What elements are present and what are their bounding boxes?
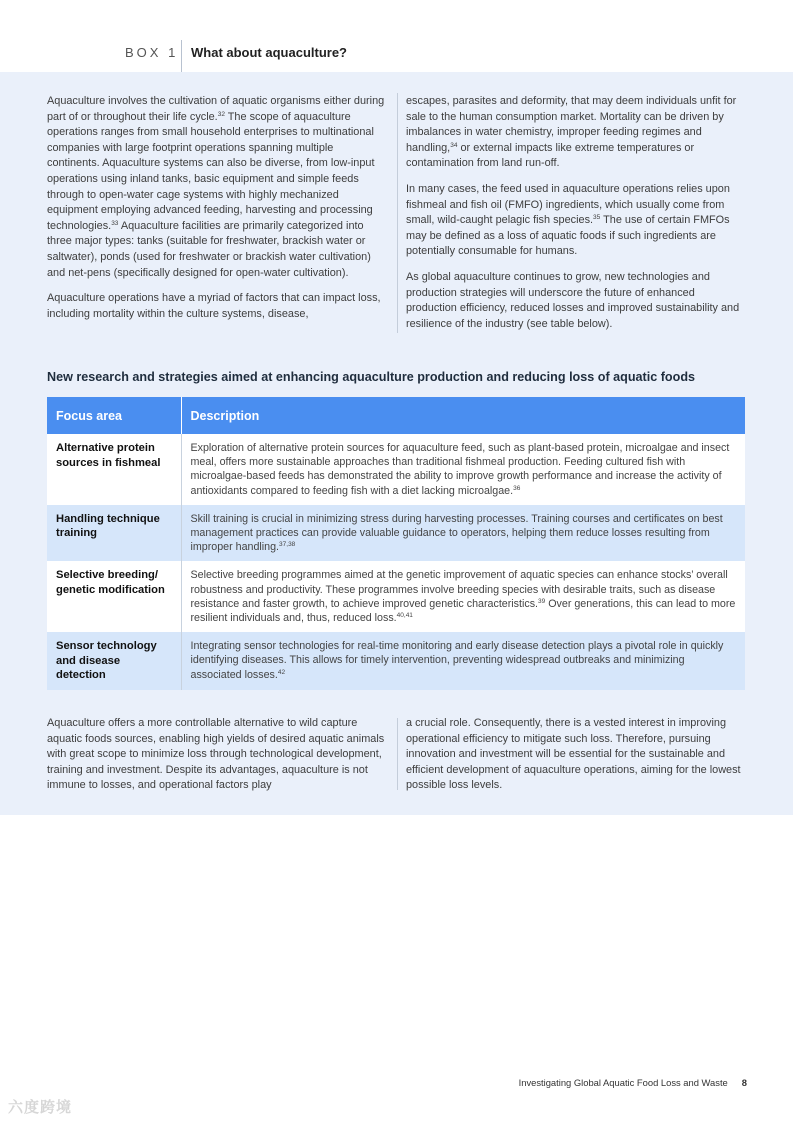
focus-area-table (47, 397, 745, 690)
focus-area-cell: Selective breeding/ genetic modification (47, 561, 181, 632)
conclusion-paragraph: a crucial role. Consequently, there is a vested interest in improving operational efficiency to mitigate such loss. Therefore, pursuing innovation and investment will be essential for the sustainable and efficient development of aquaculture operations, aiming for the lowest possible loss levels. (406, 717, 741, 792)
conclusion-left-column (47, 716, 387, 804)
table-row (47, 632, 745, 690)
table-row (47, 505, 745, 562)
table-header-row (47, 397, 745, 434)
table-row (47, 434, 745, 505)
description-cell: Integrating sensor technologies for real-time monitoring and early disease detection plays a pivotal role in quickly identifying diseases. This allows for timely intervention, preventing widespread outbreaks and minimizing associated losses.$^{42}$ (181, 632, 745, 690)
column-divider (397, 93, 398, 333)
description-cell: Exploration of alternative protein sources for aquaculture feed, such as plant-based protein, microalgae and insect meal, offers more sustainable approaches than traditional fishmeal production. Feeding cultured fish with microalgae-based feeds has demonstrated the ability to improve growth performance and increase the activity of antioxidants compared to feeding fish with a diet lacking microalgae.$^{36}$ (181, 434, 745, 505)
conclusion-paragraph: Aquaculture offers a more controllable alternative to wild capture aquatic foods sources, enabling high yields of desired aquatic animals with great scope to minimize loss through technological development, training and investment. Despite its advantages, aquaculture is not immune to losses, and operational factors play (47, 717, 385, 792)
box-title: What about aquaculture? (191, 45, 347, 60)
intro-paragraph: In many cases, the feed used in aquaculture operations relies upon fishmeal and fish oil (FMFO) ingredients, which usually come from small, wild-caught pelagic fish species.$^{35}$ The use of certain FMFOs may be defined as a loss of aquatic foods if such ingredients are potentially consumable for humans. (406, 182, 730, 258)
intro-paragraph: Aquaculture involves the cultivation of aquatic organisms either during part of or throughout their life cycle.$^{32}$ The scope of aquaculture operations ranges from small household enterprises to multinational companies with large footprint operations spanning multiple continents. Aquaculture systems can also be diverse, from low-input operations using inland tanks, basic equipment and simple feeds through to open-water cage systems with highly mechanized equipment employing advanced feeding, harvesting and processing technologies.$^{33}$ Aquaculture facilities are primarily categorized into three major types: tanks (suitable for freshwater, brackish water or saltwater), ponds (used for freshwater or brackish water cultivation) and net-pens (specifically designed for open-water cultivation). (47, 95, 385, 279)
header-focus-area: Focus area (47, 397, 181, 434)
watermark-logo: 六度跨境 (8, 1099, 73, 1116)
intro-right-column (406, 94, 746, 342)
description-cell: Selective breeding programmes aimed at the genetic improvement of aquatic species can enhance stocks’ overall robustness and productivity. These programmes involve breeding species with desirable traits, such as disease resistance and faster growth, to achieve improved genetic characteristics.$^{39}$ Over generations, this can lead to more resilient individuals and, thus, reduced loss.$^{40,41}$ (181, 561, 745, 632)
box-header (0, 0, 793, 72)
page-number: 8 (741, 1077, 747, 1088)
column-divider (397, 718, 398, 790)
box-label: BOX 1 (125, 45, 179, 60)
focus-area-cell: Sensor technology and disease detection (47, 632, 181, 690)
intro-paragraph: escapes, parasites and deformity, that may deem individuals unfit for sale to the human consumption market. Mortality can be driven by imbalances in water chemistry, improper feeding regimes and handling,$^{34}$ or external impacts like extreme temperatures or contamination from land run-off. (406, 95, 737, 170)
header-description: Description (181, 397, 745, 434)
box-divider (181, 40, 182, 72)
description-cell: Skill training is crucial in minimizing stress during harvesting processes. Training courses and certificates on best management practices can provide valuable guidance to operators, helping them reduce losses resulting from improper handling.$^{37,38}$ (181, 505, 745, 562)
focus-area-cell: Alternative protein sources in fishmeal (47, 434, 181, 505)
table-title: New research and strategies aimed at enhancing aquaculture production and reducing loss of aquatic foods (47, 370, 696, 384)
intro-paragraph: As global aquaculture continues to grow, new technologies and production strategies will underscore the future of enhanced production efficiency, reduced losses and improved sustainability and resilience of the industry (see table below). (406, 270, 740, 330)
intro-paragraph: Aquaculture operations have a myriad of factors that can impact loss, including mortality within the culture systems, disease, (47, 292, 381, 320)
page-footer (519, 1077, 747, 1088)
table-row (47, 561, 745, 632)
intro-left-column (47, 94, 388, 332)
conclusion-right-column (406, 716, 748, 804)
focus-area-cell: Handling technique training (47, 505, 181, 562)
footer-doc-title: Investigating Global Aquatic Food Loss and Waste (518, 1077, 728, 1088)
